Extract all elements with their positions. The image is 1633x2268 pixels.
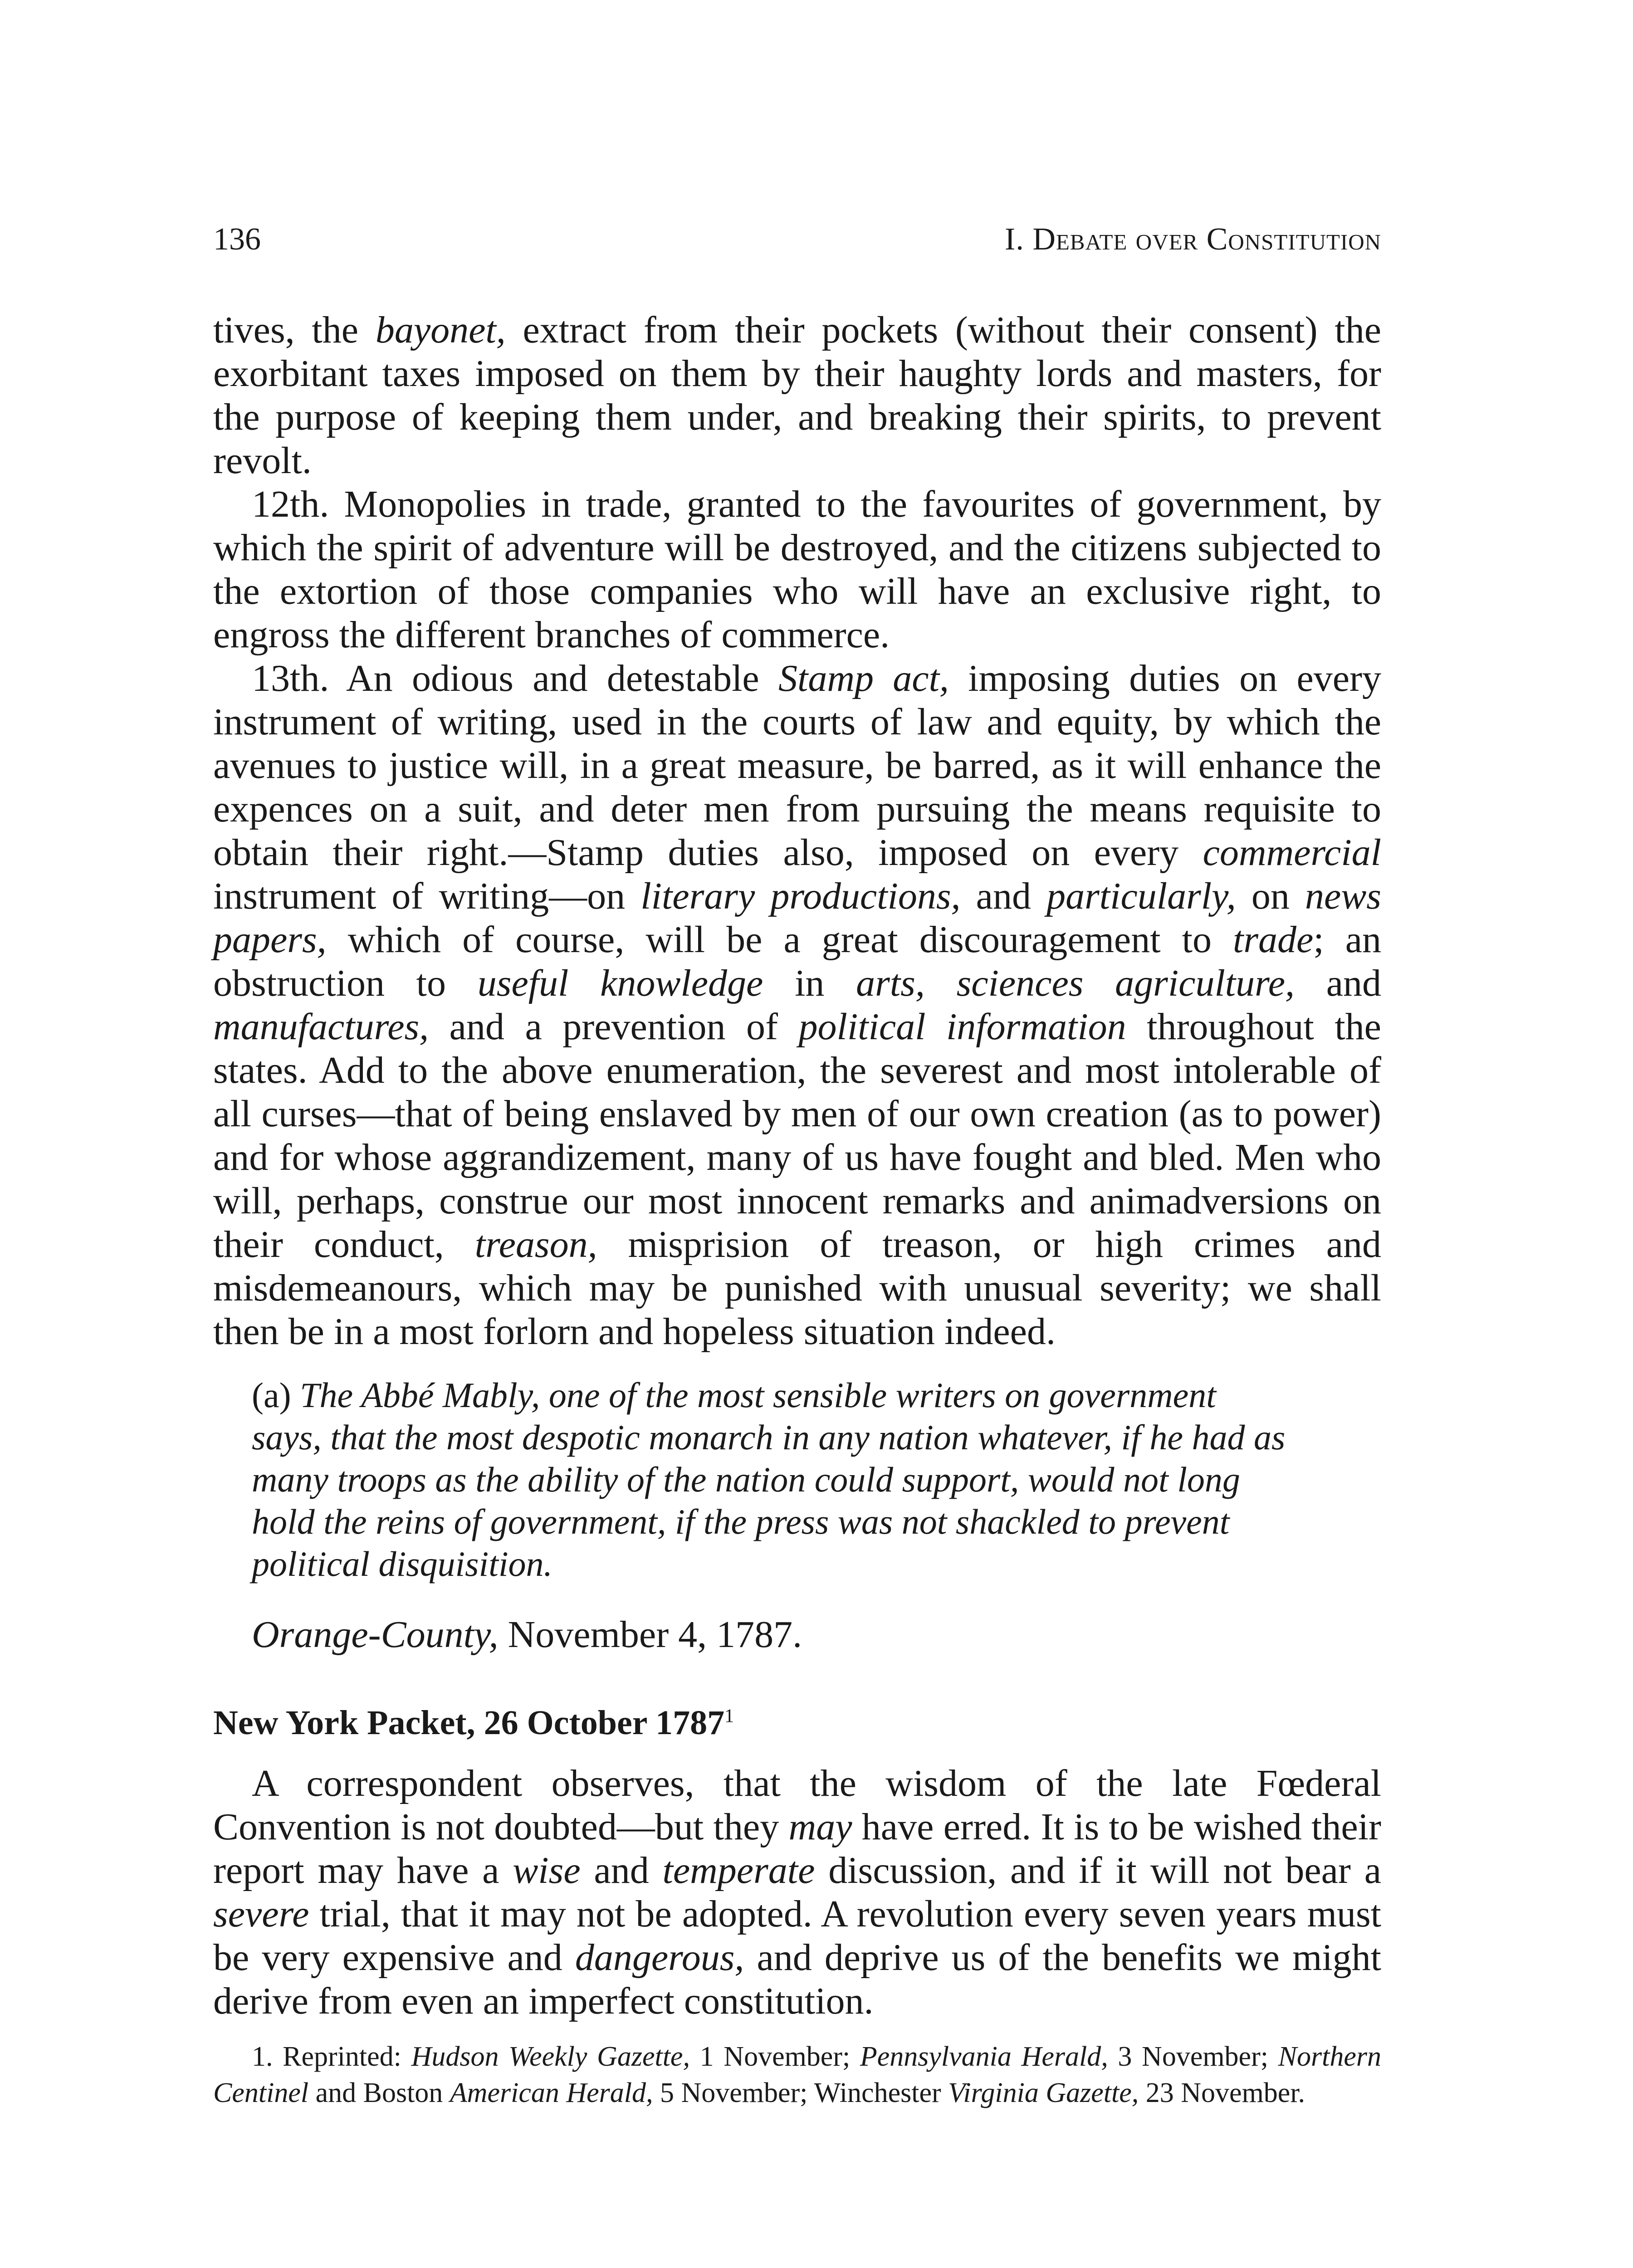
text-run: 13th. An odious and detestable <box>252 657 778 699</box>
italic-run: American Herald, <box>450 2077 653 2108</box>
note-a-quotation <box>252 1374 1286 1585</box>
italic-run: useful knowledge <box>477 962 763 1004</box>
italic-run: Virginia Gazette, <box>948 2077 1139 2108</box>
italic-run: Pennsylvania Herald, <box>860 2041 1108 2072</box>
dateline-place: Orange-County, <box>252 1613 499 1656</box>
italic-run: manufactures, <box>213 1006 429 1048</box>
text-run: which of course, will be a great discouragement to <box>326 919 1233 961</box>
italic-run: political information <box>798 1006 1126 1048</box>
italic-run: temperate <box>662 1849 815 1892</box>
section-title: I. Debate over Constitution <box>1005 222 1381 257</box>
italic-run: news papers, <box>213 875 1381 961</box>
italic-run: commercial <box>1203 831 1381 874</box>
page-content <box>213 308 1381 2111</box>
text-run: in <box>763 962 856 1004</box>
text-run: imposing duties on every instrument of writing, used in the courts of law and equity, by which the avenues to justice will, in a great measure, be barred, as it will enhance the expences on a suit, and deter men from pursuing the means requisite to obtain their right.—Stamp duties also, imposed on every <box>213 657 1381 874</box>
continued-paragraph <box>213 308 1381 483</box>
text-run: 3 November; <box>1108 2041 1278 2072</box>
note-marker: (a) <box>252 1375 300 1415</box>
page-number: 136 <box>213 222 261 257</box>
dateline <box>213 1613 1381 1657</box>
item-13-paragraph <box>213 657 1381 1354</box>
italic-run: bayonet, <box>375 309 506 351</box>
italic-run: may <box>788 1806 852 1848</box>
text-run: ; an obstruction to <box>213 919 1382 1004</box>
item-12-paragraph: 12th. Monopolies in trade, granted to the favourites of government, by which the spirit of adventure will be destroyed, and the citizens subjected to the extortion of those companies who will have an exclusive right, to engross the different branches of commerce. <box>213 483 1381 656</box>
italic-run: Hudson Weekly Gazette, <box>411 2041 690 2072</box>
italic-run: Stamp act, <box>778 657 949 699</box>
dateline-date: November 4, 1787. <box>498 1613 802 1656</box>
text-run: 23 November. <box>1139 2077 1305 2108</box>
text-run: 1 November; <box>689 2041 860 2072</box>
text-run: instrument of writing—on <box>213 875 641 917</box>
text-run: on <box>1236 875 1305 917</box>
text-run: and deprive us of the benefits we might derive from even an imperfect constitution. <box>213 1936 1382 2022</box>
text-run: 1. Reprinted: <box>252 2041 411 2072</box>
italic-run: dangerous, <box>575 1936 744 1979</box>
text-run: and <box>960 875 1047 917</box>
italic-run: severe <box>213 1893 309 1935</box>
footnote-reference: 1 <box>724 1706 734 1727</box>
footnote-1 <box>213 2038 1381 2111</box>
italic-run: treason, <box>474 1223 597 1266</box>
text-run: misprision of treason, or high crimes and misdemeanours, which may be punished with unusual severity; we shall then be in a most forlorn and hopeless situation indeed. <box>213 1223 1381 1353</box>
text-run: discussion, and if it will not bear a <box>815 1849 1381 1892</box>
italic-run: trade <box>1233 919 1314 961</box>
text-run: tives, the <box>213 309 376 351</box>
article-paragraph <box>213 1762 1381 2023</box>
text-run: and Boston <box>308 2077 450 2108</box>
article-heading <box>213 1701 1381 1745</box>
text-run: and a prevention of <box>429 1006 799 1048</box>
italic-run: literary productions, <box>640 875 961 917</box>
text-run: extract from their pockets (without their consent) the exorbitant taxes imposed on them by their haughty lords and masters, for the purpose of keeping them under, and breaking their spirits, to prevent revolt. <box>213 309 1381 482</box>
text-run: have erred. It is to be wished their report may have a <box>213 1806 1381 1892</box>
text-run: A correspondent observes, that the wisdom of the late Fœderal Convention is not doubted—but they <box>213 1762 1381 1848</box>
text-run: 5 November; Winchester <box>653 2077 949 2108</box>
italic-run: particularly, <box>1046 875 1236 917</box>
italic-run: wise <box>513 1849 581 1892</box>
text-run: and <box>1294 962 1381 1004</box>
quotation-text: The Abbé Mably, one of the most sensible writers on government says, that the most despotic monarch in any nation whatever, if he had as many troops as the ability of the nation could support, would not long hold the reins of government, if the press was not shackled to prevent political disquisition. <box>252 1375 1286 1584</box>
italic-run: arts, sciences agriculture, <box>856 962 1295 1004</box>
italic-run: Northern Centinel <box>213 2041 1381 2108</box>
text-run: throughout the states. Add to the above enumeration, the severest and most intolerable of all curses—that of being enslaved by men of our own creation (as to power) and for whose aggrandizement, many of us have fought and bled. Men who will, perhaps, construe our most innocent remarks and animadversions on their conduct, <box>213 1006 1381 1266</box>
article-heading-text: New York Packet, 26 October 1787 <box>213 1704 725 1742</box>
text-run: trial, that it may not be adopted. A revolution every seven years must be very expensive and <box>213 1893 1381 1979</box>
text-run: and <box>580 1849 663 1892</box>
